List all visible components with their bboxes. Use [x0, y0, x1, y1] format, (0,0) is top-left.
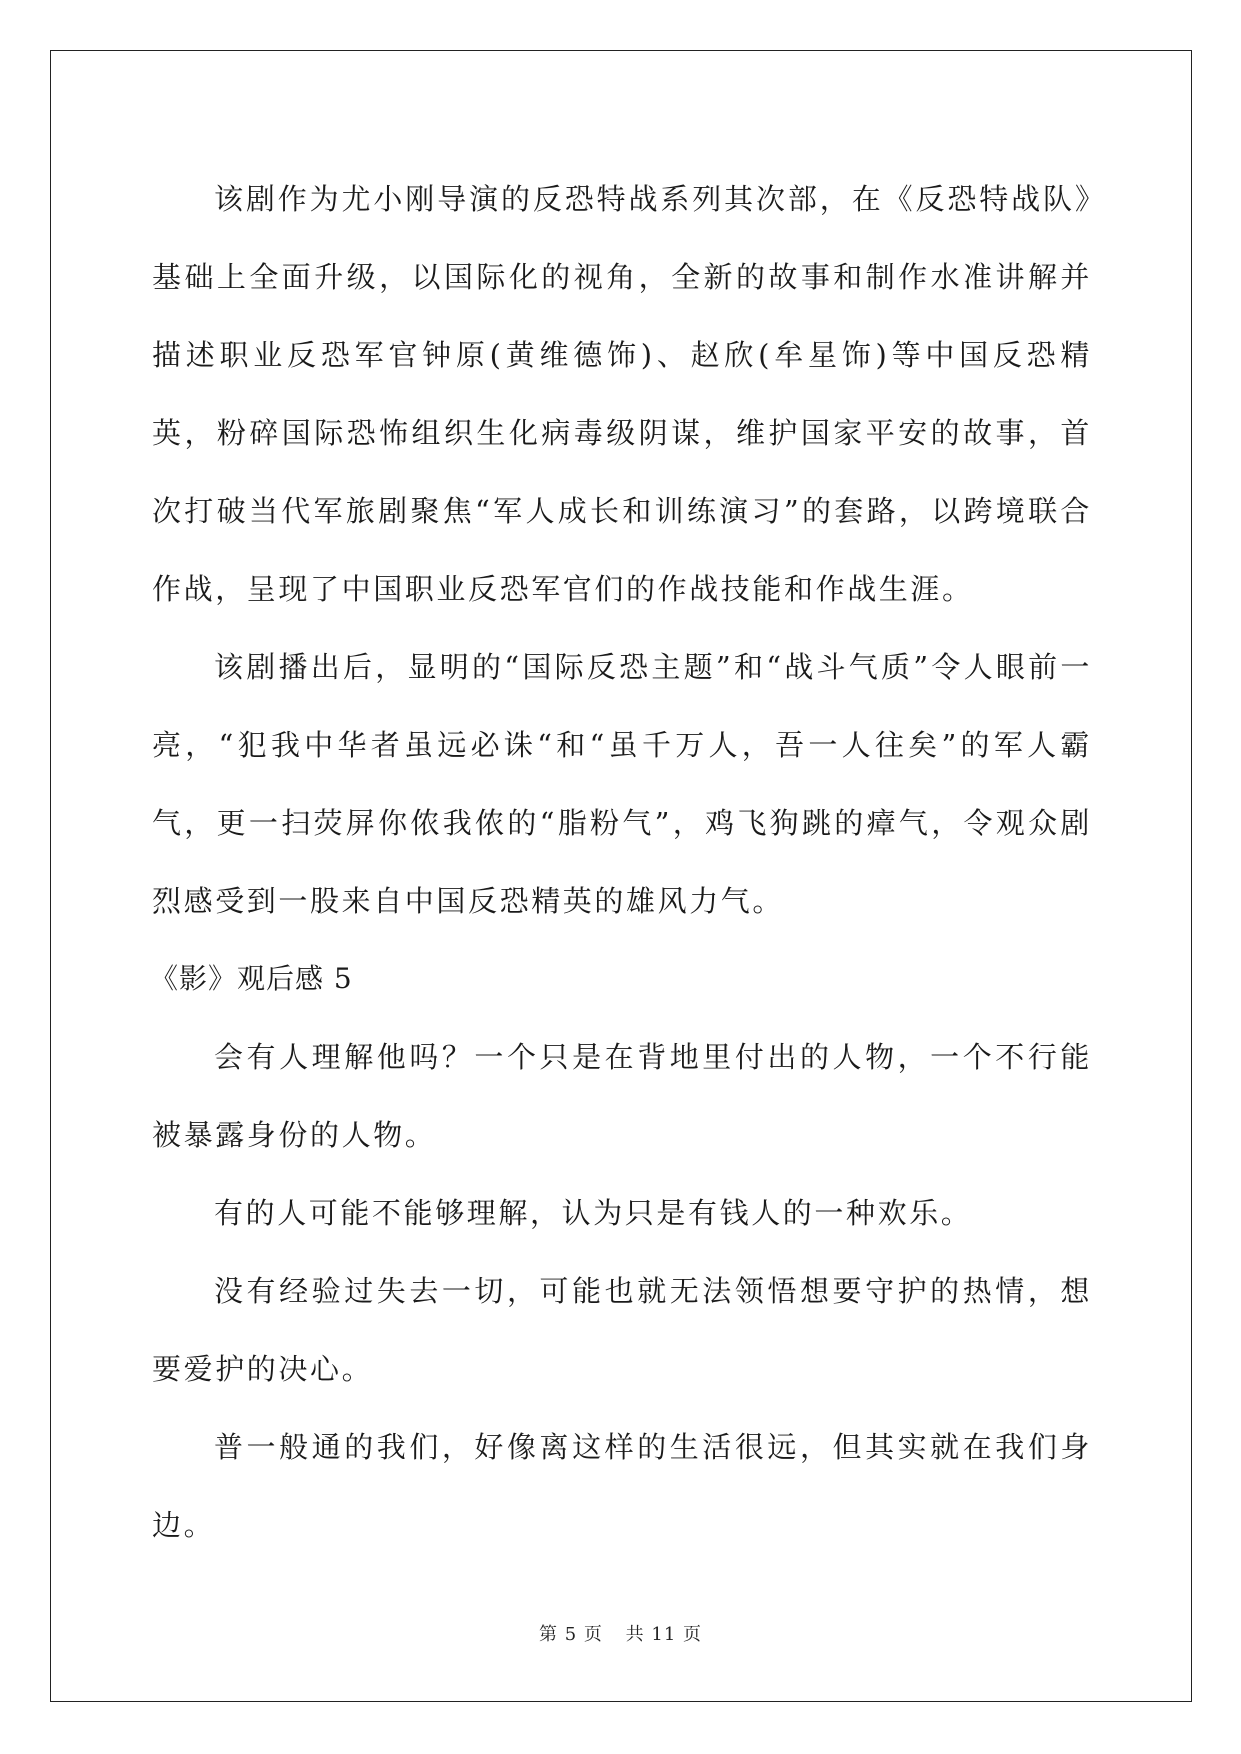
section-paragraph-2: 有的人可能不能够理解，认为只是有钱人的一种欢乐。 [214, 1196, 973, 1230]
section-paragraph-3: 没有经验过失去一切，可能也就无法领悟想要守护的热情，想要爱护的决心。 [152, 1274, 1092, 1386]
section-paragraph-1: 会有人理解他吗？一个只是在背地里付出的人物，一个不行能被暴露身份的人物。 [152, 1040, 1092, 1152]
paragraph-2: 该剧播出后，显明的“国际反恐主题”和“战斗气质”令人眼前一亮，“犯我中华者虽远必诛“和“虽千万人，吾一人往矣”的军人霸气，更一扫荧屏你侬我侬的“脂粉气”，鸡飞狗跳的瘴气，令观众剧烈感受到一股来自中国反恐精英的雄风力气。 [152, 650, 1092, 918]
page-footer [0, 1620, 1241, 1646]
paragraph-1: 该剧作为尤小刚导演的反恐特战系列其次部，在《反恐特战队》基础上全面升级，以国际化的视角，全新的故事和制作水准讲解并描述职业反恐军官钟原(黄维德饰)、赵欣(牟星饰)等中国反恐精英，粉碎国际恐怖组织生化病毒级阴谋，维护国家平安的故事，首次打破当代军旅剧聚焦“军人成长和训练演习”的套路，以跨境联合作战，呈现了中国职业反恐军官们的作战技能和作战生涯。 [152, 182, 1092, 606]
section-paragraph-4: 普一般通的我们，好像离这样的生活很远，但其实就在我们身边。 [152, 1430, 1092, 1542]
page-number-total: 共 11 页 [625, 1624, 702, 1645]
section-heading: 《影》观后感 5 [150, 962, 353, 995]
page-number-current: 第 5 页 [539, 1624, 603, 1645]
document-body [152, 160, 1092, 1564]
